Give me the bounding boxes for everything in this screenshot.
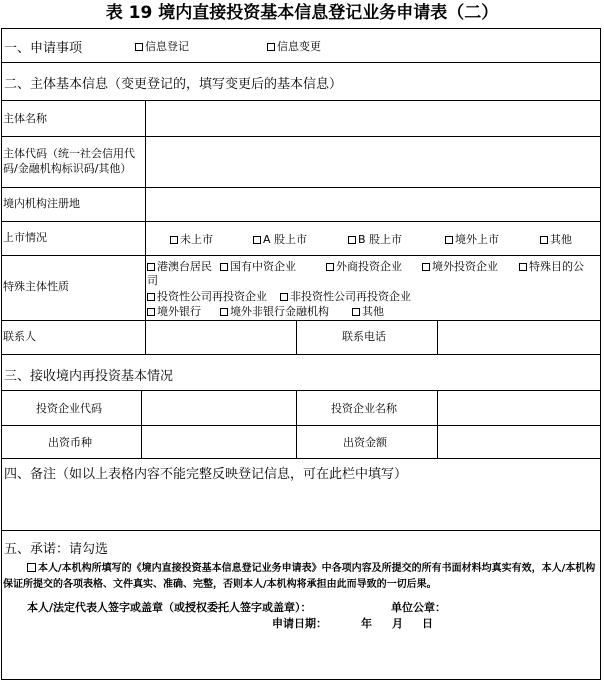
section4-heading: 四、备注（如以上表格内容不能完整反映登记信息，可在此栏中填写）: [4, 467, 408, 482]
special-option-overseas-invested[interactable]: [422, 258, 498, 274]
listing-option-b-share[interactable]: [348, 231, 402, 247]
currency-field[interactable]: [143, 427, 294, 456]
domestic-reg-label: 境内机构注册地: [3, 197, 80, 210]
domestic-reg-field[interactable]: [147, 189, 599, 219]
option-label: 外商投资企业: [336, 260, 402, 273]
special-option-other[interactable]: [352, 303, 384, 319]
investor-code-field[interactable]: [143, 392, 294, 423]
date-label: 申请日期：: [272, 617, 327, 630]
special-option-overseas-bank[interactable]: [147, 303, 201, 319]
column-divider: [145, 320, 146, 354]
entity-name-field[interactable]: [147, 102, 599, 134]
column-divider: [145, 100, 146, 320]
date-month: 月: [392, 617, 403, 630]
option-label: 其他: [362, 305, 384, 318]
phone-label: 联系电话: [342, 330, 386, 343]
special-nature-label: 特殊主体性质: [3, 280, 69, 293]
checkbox-icon: [147, 308, 155, 316]
option-label: 信息登记: [145, 40, 189, 53]
special-option-foreign-invested[interactable]: [326, 258, 402, 274]
row-divider: [1, 100, 601, 101]
checkbox-icon: [267, 43, 275, 51]
row-divider: [1, 390, 601, 391]
column-divider: [437, 390, 438, 458]
declaration: [3, 561, 599, 593]
row-divider: [1, 62, 601, 63]
remarks-field[interactable]: [3, 482, 599, 528]
section2-heading: 二、主体基本信息（变更登记的，填写变更后的基本信息）: [4, 77, 343, 92]
entity-code-label-line2: 码/金融机构标识码/其他）: [3, 162, 132, 175]
amount-label: 出资金额: [343, 436, 387, 449]
special-option-spv[interactable]: [519, 258, 584, 274]
special-option-overseas-non-bank[interactable]: [220, 303, 329, 319]
checkbox-icon: [220, 308, 228, 316]
checkbox-icon: [220, 263, 228, 271]
investor-name-field[interactable]: [439, 392, 599, 423]
row-divider: [1, 458, 601, 459]
option-label: 信息变更: [277, 40, 321, 53]
declaration-checkbox-icon[interactable]: [27, 563, 36, 572]
listing-option-other[interactable]: [540, 231, 572, 247]
checkbox-icon: [348, 236, 356, 244]
date-year: 年: [361, 617, 372, 630]
option-label: 非投资性公司再投资企业: [290, 290, 411, 303]
special-option-state-owned[interactable]: [220, 258, 296, 274]
listing-label: 上市情况: [3, 231, 47, 244]
currency-label: 出资币种: [48, 436, 92, 449]
checkbox-icon: [540, 236, 548, 244]
amount-field[interactable]: [439, 427, 599, 456]
checkbox-icon: [326, 263, 334, 271]
section1-heading: 一、申请事项: [4, 41, 83, 56]
row-divider: [1, 425, 601, 426]
entity-code-field[interactable]: [147, 138, 599, 185]
option-label: 境外非银行金融机构: [230, 305, 329, 318]
row-divider: [1, 187, 601, 188]
row-divider: [1, 320, 601, 321]
special-option-spv-continued: 司: [147, 274, 158, 287]
option-label: 特殊目的公: [529, 260, 584, 273]
declaration-text: 本人/本机构所填写的《境内直接投资基本信息登记业务申请表》中各项内容及所提交的所有书面材料均真实有效，本人/本机构保证所提交的各项表格、文件真实、准确、完整，否则本人/本机构将承担由此而导致的一切后果。: [3, 563, 596, 590]
special-option-investment-co-reinvest[interactable]: [147, 288, 267, 304]
section3-heading: 三、接收境内再投资基本情况: [4, 369, 174, 384]
option-label: 境外投资企业: [432, 260, 498, 273]
row-divider: [1, 136, 601, 137]
checkbox-icon: [519, 263, 527, 271]
contact-field[interactable]: [147, 322, 294, 352]
checkbox-icon: [147, 263, 155, 271]
option-label: 未上市: [180, 233, 213, 246]
column-divider: [141, 390, 142, 458]
checkbox-icon: [422, 263, 430, 271]
row-divider: [1, 354, 601, 355]
row-divider: [1, 530, 601, 531]
option-label: A 股上市: [263, 233, 308, 246]
option-label: 投资性公司再投资企业: [157, 290, 267, 303]
entity-code-label-line1: 主体代码（统一社会信用代: [3, 147, 135, 160]
listing-option-a-share[interactable]: [253, 231, 307, 247]
checkbox-icon: [170, 236, 178, 244]
checkbox-icon: [445, 236, 453, 244]
contact-label: 联系人: [3, 330, 36, 343]
option-label: 境外银行: [157, 305, 201, 318]
investor-name-label: 投资企业名称: [331, 402, 397, 415]
row-divider: [1, 221, 601, 222]
column-divider: [437, 320, 438, 354]
section5-heading: 五、承诺：请勾选: [4, 542, 109, 557]
checkbox-icon: [135, 43, 143, 51]
option-label: 境外上市: [455, 233, 499, 246]
listing-option-unlisted[interactable]: [170, 231, 213, 247]
entity-name-label: 主体名称: [3, 112, 47, 125]
option-label: 港澳台居民: [157, 260, 212, 273]
checkbox-icon: [147, 293, 155, 301]
option-label: B 股上市: [358, 233, 403, 246]
checkbox-icon: [253, 236, 261, 244]
option-info-registration[interactable]: [135, 38, 189, 54]
seal-label: 单位公章：: [391, 601, 446, 614]
date-day: 日: [422, 617, 433, 630]
column-divider: [296, 320, 297, 354]
checkbox-icon: [352, 308, 360, 316]
checkbox-icon: [280, 293, 288, 301]
option-info-change[interactable]: [267, 38, 321, 54]
signature-label: 本人/法定代表人签字或盖章（或授权委托人签字或盖章）：: [27, 601, 312, 614]
investor-code-label: 投资企业代码: [36, 402, 102, 415]
option-label: 其他: [550, 233, 572, 246]
phone-field[interactable]: [439, 322, 599, 352]
row-divider: [1, 255, 601, 256]
form-title: 表 19 境内直接投资基本信息登记业务申请表（二）: [105, 3, 499, 23]
column-divider: [296, 390, 297, 458]
special-option-non-investment-co-reinvest[interactable]: [280, 288, 411, 304]
option-label: 国有中资企业: [230, 260, 296, 273]
listing-option-overseas[interactable]: [445, 231, 499, 247]
